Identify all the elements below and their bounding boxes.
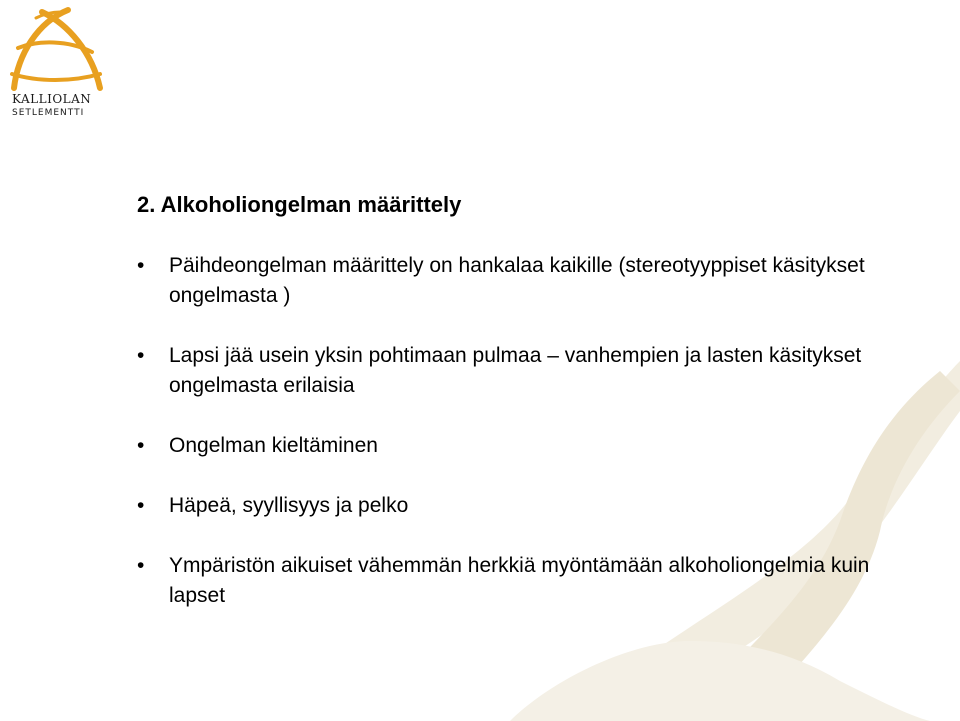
bullet-item (137, 341, 907, 401)
bullet-text: Lapsi jää usein yksin pohtimaan pulmaa – vanhempien ja lasten käsitykset ongelmasta erilaisia (169, 344, 862, 397)
bullet-dot: • (137, 254, 145, 277)
bullet-dot: • (137, 344, 145, 367)
bullet-text: Ongelman kieltäminen (169, 434, 378, 457)
logo-subname: SETLEMENTTI (12, 108, 85, 118)
bullet-item (137, 551, 907, 611)
slide-title: 2. Alkoholiongelman määrittely (137, 192, 462, 217)
logo (8, 4, 108, 122)
logo-name: KALLIOLAN (12, 92, 92, 106)
bullet-dot: • (137, 494, 145, 517)
bullet-text: Häpeä, syyllisyys ja pelko (169, 494, 409, 517)
bullet-text: Päihdeongelman määrittely on hankalaa kaikille (stereotyyppiset käsitykset ongelmasta ) (169, 254, 865, 307)
bullet-item (137, 491, 907, 521)
bullet-dot: • (137, 434, 145, 457)
bullet-text: Ympäristön aikuiset vähemmän herkkiä myöntämään alkoholiongelmia kuin lapset (169, 554, 870, 607)
logo-arch-icon (8, 4, 104, 92)
bullet-item (137, 431, 907, 461)
bullet-list (137, 251, 907, 641)
bullet-dot: • (137, 554, 145, 577)
bullet-item (137, 251, 907, 311)
